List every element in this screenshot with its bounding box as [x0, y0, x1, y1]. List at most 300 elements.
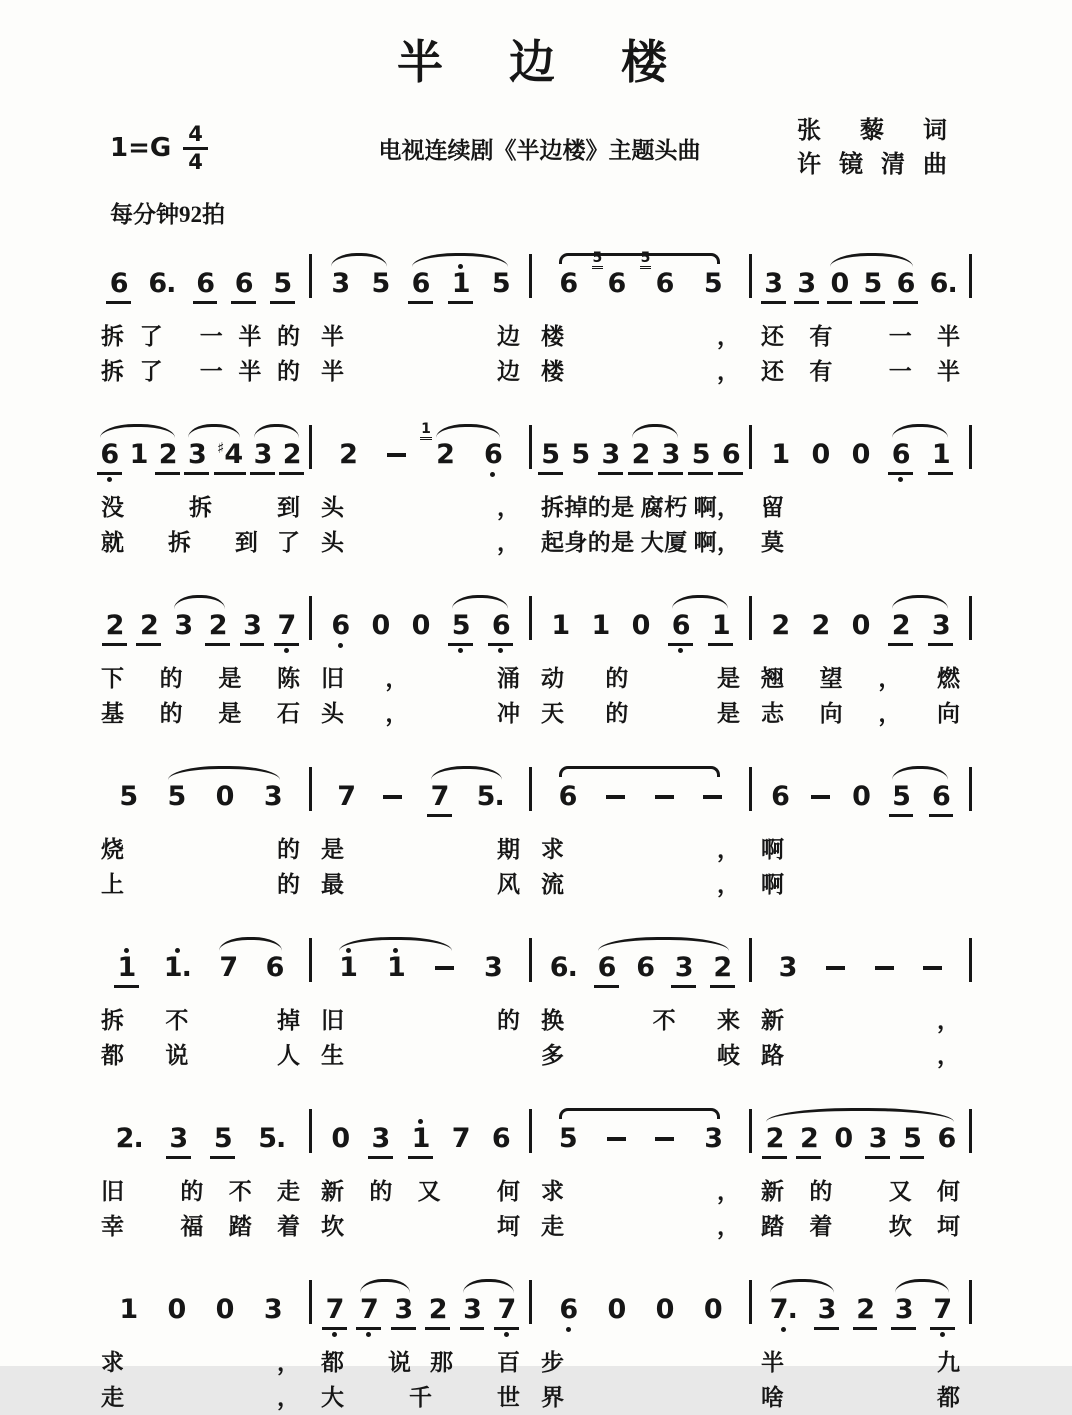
note-digit: 1	[771, 439, 790, 470]
beam-slot	[811, 641, 829, 658]
beam-slot	[923, 983, 942, 1000]
beam-underline	[794, 301, 819, 304]
notes-row	[532, 1282, 749, 1342]
beam-slot	[188, 470, 206, 487]
note-digit: 5.	[476, 781, 504, 812]
beam-underline	[448, 643, 473, 646]
note	[275, 598, 299, 658]
note	[823, 940, 848, 1000]
note	[768, 769, 792, 829]
low-octave-dot	[898, 477, 903, 482]
beam-slot	[219, 983, 237, 1000]
beam-slot	[217, 470, 242, 487]
lyric-line-1: 是 期	[321, 837, 520, 862]
beam-underline	[97, 472, 122, 475]
score	[92, 239, 972, 1415]
beam-slot	[852, 470, 870, 487]
music-system-5	[92, 923, 972, 1073]
note-digit: 2.	[115, 1123, 143, 1154]
lyric-line-1: 烧的	[101, 837, 300, 862]
lyrics	[312, 1174, 529, 1244]
beam-slot	[371, 299, 389, 316]
note-digit: 5	[892, 781, 910, 812]
lyric-line-2: 流，	[541, 872, 740, 897]
measure	[312, 410, 529, 560]
note-digit: 2	[631, 439, 650, 470]
lyrics	[532, 832, 749, 902]
beam-slot	[704, 1154, 722, 1171]
beam-slot	[258, 1154, 285, 1171]
note-digit: 2	[713, 952, 732, 983]
duration-dash	[606, 782, 625, 812]
notes-row	[312, 940, 529, 1000]
duration-dash	[607, 1124, 626, 1154]
beam-underline	[460, 1327, 485, 1330]
notes-row	[92, 769, 309, 829]
note	[920, 940, 945, 1000]
beam-slot	[331, 641, 349, 658]
lyric-line-1: 新，	[761, 1008, 960, 1033]
note-digit: 1	[551, 610, 570, 641]
beam-underline	[671, 985, 696, 988]
music-system-1	[92, 239, 972, 389]
note-digit: 5	[167, 781, 186, 812]
lyric-line-2: 起身的是 大厦 啊，	[541, 530, 740, 555]
note-digit: 5	[571, 439, 590, 470]
note	[808, 427, 832, 487]
note-digit: 2	[436, 439, 454, 470]
beam-slot	[216, 812, 234, 829]
note-digit: 6	[597, 952, 616, 983]
beam-slot	[811, 812, 830, 829]
beam-underline	[136, 643, 161, 646]
measure	[752, 1094, 969, 1244]
beam-underline	[425, 1327, 450, 1330]
beam-slot	[930, 299, 957, 316]
note-digit: 1	[591, 610, 610, 641]
low-octave-dot	[678, 648, 683, 653]
beam-underline	[368, 1156, 393, 1159]
lyrics	[532, 319, 749, 389]
beam-underline	[274, 643, 299, 646]
beam-slot	[119, 1325, 137, 1342]
lyric-line-1: 啊	[761, 837, 784, 862]
note-digit: 2	[891, 610, 910, 641]
lyric-line-2: 走，	[541, 1214, 740, 1239]
lyric-line-2: 基的是石	[101, 701, 300, 726]
note	[768, 427, 792, 487]
note	[556, 1282, 580, 1342]
lyric-line-2: 走，	[101, 1385, 300, 1410]
note-digit: 1	[117, 952, 136, 983]
beam-slot	[771, 641, 789, 658]
measure	[312, 239, 529, 389]
beam-underline	[322, 1327, 347, 1330]
notes-row	[92, 1282, 309, 1342]
beam-slot	[636, 983, 654, 1000]
composer-credit: 许镜清曲	[797, 152, 947, 178]
music-system-3	[92, 581, 972, 731]
note-digit: 3	[187, 439, 206, 470]
lyric-line-2: 踏着 坎坷	[761, 1214, 960, 1239]
low-octave-dot	[504, 1332, 509, 1337]
note-digit: 5	[451, 610, 470, 641]
note-digit: 1.	[163, 952, 191, 983]
note-digit: 7	[337, 781, 356, 812]
note-digit: 3	[868, 1123, 887, 1154]
notes-row	[312, 256, 529, 316]
note-digit: 6.	[929, 268, 957, 299]
dash-bar	[811, 795, 830, 799]
note-digit: 7	[359, 1294, 378, 1325]
note	[588, 598, 612, 658]
beam-slot	[895, 1325, 913, 1342]
lyrics	[312, 832, 529, 902]
note	[323, 1282, 347, 1342]
notes-row	[752, 769, 969, 829]
beam-slot	[452, 1154, 470, 1171]
beam-underline	[893, 301, 918, 304]
note-digit: 6	[234, 268, 253, 299]
beam-underline	[408, 301, 433, 304]
beam-underline	[891, 1327, 916, 1330]
lyric-line-2: 头， 冲	[321, 701, 520, 726]
beam-slot	[477, 812, 504, 829]
barline	[969, 596, 972, 640]
beam-underline	[594, 985, 619, 988]
note	[368, 1111, 392, 1171]
beam-slot	[383, 812, 402, 829]
note	[409, 598, 433, 658]
note	[489, 1111, 513, 1171]
beam-underline	[598, 472, 623, 475]
beam-slot	[826, 983, 845, 1000]
measure	[532, 581, 749, 731]
beam-underline	[240, 643, 265, 646]
note-digit: 6	[109, 268, 128, 299]
beam-slot	[932, 641, 950, 658]
note-digit: 6	[100, 439, 119, 470]
beam-slot	[559, 1154, 577, 1171]
note-digit: 6	[559, 268, 578, 299]
note-digit: 1	[119, 1294, 138, 1325]
note	[629, 598, 653, 658]
beam-underline	[231, 301, 256, 304]
beam-slot	[174, 641, 192, 658]
beam-slot	[140, 641, 158, 658]
lyric-line-2: 就 拆 到了	[101, 530, 300, 555]
note-digit: 7	[325, 1294, 344, 1325]
note	[808, 769, 833, 829]
beam-slot	[106, 641, 124, 658]
note	[761, 256, 785, 316]
barline	[969, 254, 972, 298]
beam-slot	[394, 1325, 412, 1342]
lyric-line-1: 旧 的不走	[101, 1179, 300, 1204]
note-digit: 3	[764, 268, 783, 299]
notes-row	[92, 598, 309, 658]
beam-slot	[436, 470, 454, 487]
beam-slot	[412, 299, 430, 316]
notes-row	[532, 598, 749, 658]
beam-slot	[766, 1154, 784, 1171]
measure	[312, 1265, 529, 1415]
note-digit: 7	[451, 1123, 470, 1154]
beam-slot	[892, 470, 910, 487]
note-digit: 5	[541, 439, 560, 470]
note	[849, 769, 873, 829]
note-digit: ♯ 4	[217, 440, 242, 470]
beam-slot	[770, 1325, 797, 1342]
lyric-line-2: 啥 都	[761, 1385, 960, 1410]
lyrics	[752, 661, 969, 731]
note-digit: 3	[797, 268, 816, 299]
beam-slot	[834, 1154, 852, 1171]
note-digit: 2	[856, 1294, 874, 1325]
beam-underline	[408, 1156, 433, 1159]
lyrics	[312, 1345, 529, 1415]
note	[255, 1111, 288, 1171]
note	[872, 940, 897, 1000]
beam-underline	[710, 985, 735, 988]
beam-underline	[494, 1327, 519, 1330]
note	[103, 598, 127, 658]
beam-slot	[209, 641, 227, 658]
note	[853, 1282, 877, 1342]
beam-underline	[718, 472, 743, 475]
note-digit: 6	[331, 610, 350, 641]
lyrics	[312, 490, 529, 560]
beam-slot	[254, 470, 272, 487]
beam-underline	[488, 643, 513, 646]
measure	[92, 1094, 309, 1244]
note	[768, 598, 792, 658]
dash-bar	[383, 795, 402, 799]
slur-arc	[766, 1108, 954, 1122]
note	[652, 1111, 677, 1171]
beam-slot	[797, 299, 815, 316]
note	[794, 256, 818, 316]
measure	[92, 923, 309, 1073]
credits	[797, 114, 972, 182]
note-digit: 3	[174, 610, 193, 641]
note-digit: 2	[811, 610, 830, 641]
lyrics	[92, 1003, 309, 1073]
low-octave-dot	[284, 648, 289, 653]
beam-slot	[933, 1325, 951, 1342]
note	[211, 1111, 235, 1171]
beam-slot	[662, 470, 680, 487]
low-octave-dot	[458, 648, 463, 653]
note-digit: 5	[273, 268, 292, 299]
dash-bar	[875, 966, 894, 970]
lyric-line-1: 拆了 一半的	[101, 324, 300, 349]
beam-underline	[928, 643, 953, 646]
note-digit: 1	[129, 439, 148, 470]
beam-slot	[431, 812, 449, 829]
beam-underline	[658, 472, 683, 475]
lyric-line-1: 没 拆 到	[101, 495, 300, 520]
lyrics	[92, 490, 309, 560]
barline	[969, 1109, 972, 1153]
beam-underline	[184, 472, 209, 475]
note	[113, 1111, 146, 1171]
beam-slot	[764, 299, 782, 316]
duration-dash	[387, 440, 406, 470]
notes-row	[752, 427, 969, 487]
note	[719, 427, 743, 487]
beam-underline	[708, 643, 733, 646]
measure	[532, 1094, 749, 1244]
low-octave-dot	[498, 648, 503, 653]
beam-underline	[814, 1327, 839, 1330]
note	[598, 427, 622, 487]
note	[116, 1282, 140, 1342]
note-digit: 2	[428, 1294, 447, 1325]
note	[380, 769, 405, 829]
note-digit: 6	[559, 1294, 578, 1325]
lyric-line-1: 拆掉的是 腐朽 啊，	[541, 495, 740, 520]
note-digit: 5	[213, 1123, 232, 1154]
lyric-line-2: 界	[541, 1385, 564, 1410]
beam-slot	[897, 299, 915, 316]
note	[426, 1282, 450, 1342]
beam-slot	[110, 299, 128, 316]
beam-slot	[339, 470, 357, 487]
lyrics	[312, 661, 529, 731]
duration-dash	[923, 953, 942, 983]
beam-slot	[712, 641, 730, 658]
beam-slot	[875, 983, 894, 1000]
note	[107, 256, 131, 316]
beam-slot	[704, 299, 722, 316]
note	[605, 1282, 629, 1342]
notes-row	[752, 256, 969, 316]
beam-slot	[119, 812, 137, 829]
note-digit: 6.	[148, 268, 176, 299]
beam-slot	[435, 983, 454, 1000]
note-digit: 1	[411, 1123, 430, 1154]
lyric-line-1: 新的 又何	[761, 1179, 960, 1204]
lyrics	[312, 1003, 529, 1073]
duration-dash	[435, 953, 454, 983]
tempo-marking: 每分钟92拍	[110, 202, 225, 227]
lyrics	[312, 319, 529, 389]
note	[166, 1111, 190, 1171]
notes-row	[92, 427, 309, 487]
note-digit: 6	[932, 781, 950, 812]
beam-slot	[632, 470, 650, 487]
beam-underline	[688, 472, 713, 475]
lyric-line-1: 楼，	[541, 324, 740, 349]
beam-slot	[656, 299, 674, 316]
lyrics	[752, 1345, 969, 1415]
beam-underline	[928, 472, 953, 475]
beam-slot	[264, 812, 282, 829]
beam-underline	[538, 472, 563, 475]
beam-slot	[492, 641, 510, 658]
duration-dash	[703, 782, 722, 812]
note	[849, 427, 873, 487]
note-digit: 6	[607, 268, 626, 299]
beam-slot	[339, 983, 357, 1000]
lyric-line-1: 头，	[321, 495, 520, 520]
beam-slot	[607, 1154, 626, 1171]
beam-underline	[668, 643, 693, 646]
note-digit: 5	[558, 1123, 577, 1154]
beam-slot	[168, 812, 186, 829]
beam-underline	[270, 301, 295, 304]
lyric-line-2: 都说 人	[101, 1043, 300, 1068]
beam-underline	[930, 1327, 955, 1330]
lyric-line-1: 拆不 掉	[101, 1008, 300, 1033]
note-digit: 0	[411, 610, 430, 641]
note	[368, 598, 392, 658]
music-system-7	[92, 1265, 972, 1415]
duration-dash	[826, 953, 845, 983]
lyric-line-1: 求，	[541, 1179, 740, 1204]
beam-slot	[216, 1325, 234, 1342]
beam-slot	[550, 983, 577, 1000]
lyrics	[532, 661, 749, 731]
beam-slot	[655, 812, 674, 829]
note	[568, 427, 592, 487]
beam-slot	[273, 299, 291, 316]
beam-slot	[656, 1325, 674, 1342]
beam-underline	[166, 1156, 191, 1159]
dash-bar	[655, 795, 674, 799]
note	[556, 769, 580, 829]
beam-slot	[672, 641, 690, 658]
note-digit: 7	[430, 781, 449, 812]
lyric-line-1: 半 九	[761, 1350, 960, 1375]
beam-slot	[932, 812, 950, 829]
note	[165, 1282, 189, 1342]
note	[328, 1111, 352, 1171]
note-digit: 3	[463, 1294, 481, 1325]
note	[556, 1111, 580, 1171]
lyric-line-1: 新的又 何	[321, 1179, 520, 1204]
note-digit: 2	[765, 1123, 784, 1154]
beam-slot	[771, 470, 789, 487]
beam-slot	[412, 1154, 430, 1171]
note-digit: 0	[852, 781, 870, 812]
beam-slot	[371, 641, 389, 658]
beam-underline	[205, 643, 230, 646]
dash-bar	[826, 966, 845, 970]
notes-row	[532, 427, 749, 487]
lyric-line-2: 坎 坷	[321, 1214, 520, 1239]
beam-slot	[235, 299, 253, 316]
measure	[92, 752, 309, 902]
dash-bar	[435, 966, 454, 970]
notes-row	[752, 1111, 969, 1171]
note-digit: 6	[891, 439, 910, 470]
note-digit: 3	[674, 952, 693, 983]
beam-slot	[852, 812, 870, 829]
note-digit: 3	[263, 781, 282, 812]
lyric-line-2: 啊	[761, 872, 784, 897]
note-digit: 2	[799, 1123, 818, 1154]
beam-slot	[168, 1325, 186, 1342]
beam-underline	[888, 472, 913, 475]
beam-underline	[628, 472, 653, 475]
lyric-line-2: 楼，	[541, 359, 740, 384]
note-digit: 0	[607, 1294, 626, 1325]
note	[449, 1111, 473, 1171]
low-octave-dot	[781, 1327, 786, 1332]
beam-underline	[391, 1327, 416, 1330]
